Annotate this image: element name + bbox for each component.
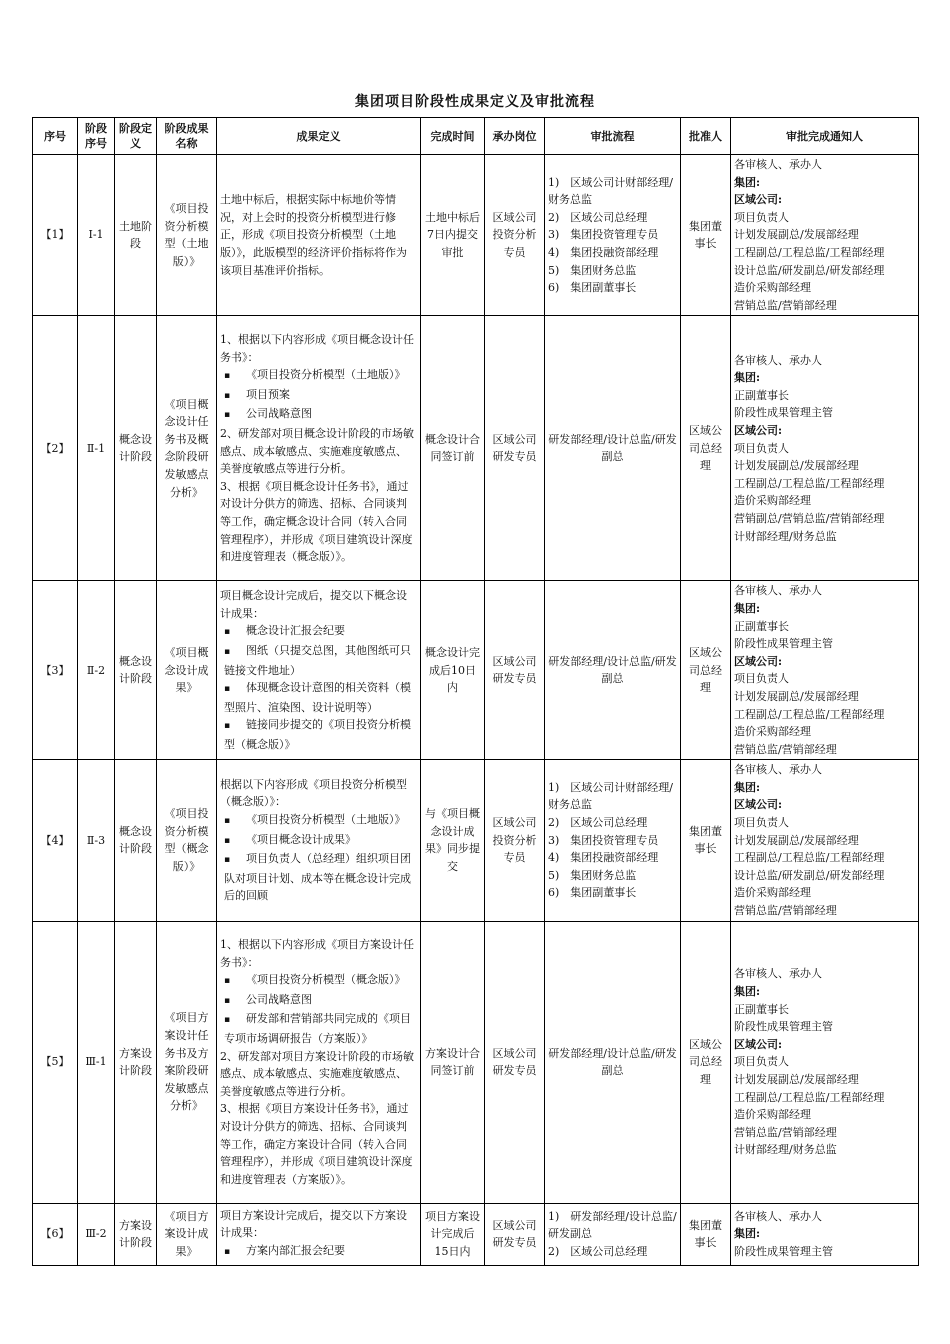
stage-number: Ⅱ-1 — [78, 316, 115, 581]
text-line: 项目负责人 — [734, 210, 789, 224]
approval-flow — [545, 316, 681, 581]
page-title: 集团项目阶段性成果定义及审批流程 — [355, 94, 595, 110]
group-heading: 集团: — [734, 984, 761, 998]
responsible-post: 区域公司研发专员 — [485, 581, 545, 760]
group-heading: 集团: — [734, 371, 761, 385]
responsible-post: 区域公司投资分析专员 — [485, 760, 545, 921]
text-line: 造价采购部经理 — [734, 886, 811, 900]
text-line: 营销副总/营销总监/营销部经理 — [734, 511, 885, 525]
approval-step: 研发部经理/设计总监/研发副总 — [548, 654, 677, 686]
approval-step: 6) 集团副董事长 — [548, 886, 637, 900]
deliverable-definition — [217, 581, 421, 760]
approval-flow — [545, 921, 681, 1203]
completion-time: 项目方案设计完成后15日内 — [421, 1203, 485, 1265]
text-line: 各审核人、承办人 — [734, 967, 822, 981]
text-line: 项目方案设计完成后，提交以下方案设计成果： — [220, 1208, 407, 1240]
deliverable-name: 《项目投资分析模型（概念版）》 — [157, 760, 217, 921]
text-line: 工程副总/工程总监/工程部经理 — [734, 476, 885, 490]
row-number: 【5】 — [33, 921, 78, 1203]
notify-list — [731, 921, 919, 1203]
text-line: 项目负责人 — [734, 672, 789, 686]
text-line: 造价采购部经理 — [734, 281, 811, 295]
approval-step: 2) 区域公司总经理 — [548, 1244, 648, 1258]
group-heading: 集团: — [734, 780, 761, 794]
notify-list — [731, 316, 919, 581]
text-line: 2、研发部对项目方案设计阶段的市场敏感点、成本敏感点、实施难度敏感点、美誉度敏感点等进行分析。 — [220, 1049, 414, 1098]
text-line: 工程副总/工程总监/工程部经理 — [734, 851, 885, 865]
approval-step: 1) 区域公司计财部经理/财务总监 — [548, 175, 673, 207]
completion-time: 方案设计合同签订前 — [421, 921, 485, 1203]
row-number: 【3】 — [33, 581, 78, 760]
stage-definition: 概念设计阶段 — [115, 581, 157, 760]
deliverable-definition — [217, 760, 421, 921]
approver: 区域公司总经理 — [681, 316, 731, 581]
stage-definition: 概念设计阶段 — [115, 760, 157, 921]
bullet-item: ▪ 项目负责人（总经理）组织项目团队对项目计划、成本等在概念设计完成后的回顾 — [220, 850, 417, 905]
completion-time: 土地中标后7日内提交审批 — [421, 155, 485, 316]
text-line: 3、根据《项目方案设计任务书》，通过对设计分供方的筛选、招标、合同谈判等工作，确定方案设计合同（转入合同管理程序），并形成《项目建筑设计深度和进度管理表（方案版）》。 — [220, 1102, 413, 1186]
approval-step: 5) 集团财务总监 — [548, 868, 637, 882]
text-line: 营销总监/营销部经理 — [734, 742, 837, 756]
table-row — [33, 155, 919, 316]
approver: 集团董事长 — [681, 1203, 731, 1265]
text-line: 1、根据以下内容形成《项目方案设计任务书》： — [220, 937, 414, 969]
approval-step: 研发部经理/设计总监/研发副总 — [548, 432, 677, 464]
text-line: 计财部经理/财务总监 — [734, 529, 837, 543]
approval-step: 5) 集团财务总监 — [548, 263, 637, 277]
stage-number: Ⅱ-2 — [78, 581, 115, 760]
approver: 集团董事长 — [681, 155, 731, 316]
text-line: 阶段性成果管理主管 — [734, 1020, 833, 1034]
bullet-item: ▪ 《项目概念设计成果》 — [220, 831, 417, 851]
responsible-post: 区域公司研发专员 — [485, 316, 545, 581]
approval-step: 6) 集团副董事长 — [548, 281, 637, 295]
header-cell: 阶段序号 — [78, 118, 115, 155]
bullet-item: ▪ 方案内部汇报会纪要 — [220, 1242, 417, 1262]
approval-step: 3) 集团投资管理专员 — [548, 228, 659, 242]
text-line: 设计总监/研发副总/研发部经理 — [734, 868, 885, 882]
table-row — [33, 760, 919, 921]
header-cell: 成果定义 — [217, 118, 421, 155]
group-heading: 区域公司: — [734, 1037, 783, 1051]
deliverable-name: 《项目方案设计任务书及方案阶段研发敏感点分析》 — [157, 921, 217, 1203]
responsible-post: 区域公司研发专员 — [485, 921, 545, 1203]
approval-flow — [545, 760, 681, 921]
text-line: 营销总监/营销部经理 — [734, 1125, 837, 1139]
bullet-item: ▪ 公司战略意图 — [220, 991, 417, 1011]
approval-table — [32, 117, 919, 1266]
text-line: 计划发展副总/发展部经理 — [734, 459, 859, 473]
group-heading: 集团: — [734, 175, 761, 189]
header-cell: 阶段定义 — [115, 118, 157, 155]
text-line: 3、根据《项目概念设计任务书》，通过对设计分供方的筛选、招标、合同谈判等工作，确定概念设计合同（转入合同管理程序），并形成《项目建筑设计深度和进度管理表（概念版）》。 — [220, 479, 413, 564]
table-row — [33, 316, 919, 581]
text-line: 2、研发部对项目概念设计阶段的市场敏感点、成本敏感点、实施难度敏感点、美誉度敏感点等进行分析。 — [220, 426, 414, 476]
bullet-item: ▪ 图纸（只提交总图，其他图纸可只链接文件地址） — [220, 642, 417, 679]
text-line: 计划发展副总/发展部经理 — [734, 228, 859, 242]
text-line: 各审核人、承办人 — [734, 763, 822, 777]
text-line: 阶段性成果管理主管 — [734, 406, 833, 420]
bullet-item: ▪ 研发部和营销部共同完成的《项目专项市场调研报告（方案版）》 — [220, 1010, 417, 1047]
header-cell: 审批完成通知人 — [731, 118, 919, 155]
bullet-item: ▪ 项目预案 — [220, 386, 417, 406]
text-line: 各审核人、承办人 — [734, 353, 822, 367]
stage-number: Ⅰ-1 — [78, 155, 115, 316]
stage-definition: 土地阶段 — [115, 155, 157, 316]
text-line: 项目负责人 — [734, 816, 789, 830]
table-header-row — [33, 118, 919, 155]
row-number: 【4】 — [33, 760, 78, 921]
group-heading: 区域公司: — [734, 423, 783, 437]
text-line: 根据以下内容形成《项目投资分析模型（概念版）》： — [220, 777, 407, 809]
completion-time: 概念设计完成后10日内 — [421, 581, 485, 760]
text-line: 造价采购部经理 — [734, 725, 811, 739]
text-line: 计财部经理/财务总监 — [734, 1143, 837, 1157]
header-cell: 承办岗位 — [485, 118, 545, 155]
row-number: 【6】 — [33, 1203, 78, 1265]
approval-step: 4) 集团投融资部经理 — [548, 851, 659, 865]
group-heading: 集团: — [734, 1227, 761, 1241]
text-line: 正副董事长 — [734, 388, 789, 402]
header-cell: 阶段成果名称 — [157, 118, 217, 155]
text-line: 项目概念设计完成后，提交以下概念设计成果： — [220, 589, 407, 620]
responsible-post: 区域公司研发专员 — [485, 1203, 545, 1265]
approval-flow — [545, 1203, 681, 1265]
text-line: 计划发展副总/发展部经理 — [734, 833, 859, 847]
text-line: 造价采购部经理 — [734, 494, 811, 508]
text-line: 营销总监/营销部经理 — [734, 904, 837, 918]
header-cell: 序号 — [33, 118, 78, 155]
approval-step: 研发部经理/设计总监/研发副总 — [548, 1046, 677, 1078]
notify-list — [731, 760, 919, 921]
deliverable-name: 《项目概念设计任务书及概念阶段研发敏感点分析》 — [157, 316, 217, 581]
row-number: 【2】 — [33, 316, 78, 581]
text-line: 项目负责人 — [734, 1055, 789, 1069]
text-line: 正副董事长 — [734, 619, 789, 633]
group-heading: 区域公司: — [734, 193, 783, 207]
group-heading: 区域公司: — [734, 654, 783, 668]
approval-step: 2) 区域公司总经理 — [548, 816, 648, 830]
table-row — [33, 581, 919, 760]
text-line: 项目负责人 — [734, 441, 789, 455]
approval-step: 1) 研发部经理/设计总监/研发副总 — [548, 1209, 677, 1241]
stage-definition: 方案设计阶段 — [115, 1203, 157, 1265]
stage-number: Ⅲ-2 — [78, 1203, 115, 1265]
approver: 区域公司总经理 — [681, 581, 731, 760]
deliverable-name: 《项目投资分析模型（土地版）》 — [157, 155, 217, 316]
text-line: 各审核人、承办人 — [734, 1209, 822, 1223]
deliverable-name: 《项目方案设计成果》 — [157, 1203, 217, 1265]
deliverable-name: 《项目概念设计成果》 — [157, 581, 217, 760]
bullet-item: ▪ 《项目投资分析模型（概念版）》 — [220, 971, 417, 991]
deliverable-definition — [217, 155, 421, 316]
text-line: 正副董事长 — [734, 1002, 789, 1016]
text-line: 工程副总/工程总监/工程部经理 — [734, 1090, 885, 1104]
approval-step: 2) 区域公司总经理 — [548, 210, 648, 224]
approval-step: 3) 集团投资管理专员 — [548, 833, 659, 847]
text-line: 工程副总/工程总监/工程部经理 — [734, 707, 885, 721]
approver: 区域公司总经理 — [681, 921, 731, 1203]
completion-time: 概念设计合同签订前 — [421, 316, 485, 581]
notify-list — [731, 155, 919, 316]
bullet-item: ▪ 《项目投资分析模型（土地版）》 — [220, 811, 417, 831]
bullet-item: ▪ 《项目投资分析模型（土地版）》 — [220, 366, 417, 386]
text-line: 计划发展副总/发展部经理 — [734, 689, 859, 703]
text-line: 土地中标后，根据实际中标地价等情况，对上会时的投资分析模型进行修正，形成《项目投资分析模型（土地版）》，此版模型的经济评价指标将作为该项目基准评价指标。 — [220, 193, 407, 277]
text-line: 1、根据以下内容形成《项目概念设计任务书》： — [220, 332, 414, 364]
stage-number: Ⅱ-3 — [78, 760, 115, 921]
bullet-item: ▪ 概念设计汇报会纪要 — [220, 622, 417, 642]
bullet-item: ▪ 链接同步提交的《项目投资分析模型（概念版）》 — [220, 716, 417, 753]
text-line: 阶段性成果管理主管 — [734, 1244, 833, 1258]
text-line: 各审核人、承办人 — [734, 584, 822, 598]
header-cell: 完成时间 — [421, 118, 485, 155]
text-line: 设计总监/研发副总/研发部经理 — [734, 263, 885, 277]
approval-step: 1) 区域公司计财部经理/财务总监 — [548, 780, 673, 812]
header-cell: 审批流程 — [545, 118, 681, 155]
approval-flow — [545, 581, 681, 760]
header-cell: 批准人 — [681, 118, 731, 155]
stage-definition: 方案设计阶段 — [115, 921, 157, 1203]
bullet-item: ▪ 公司战略意图 — [220, 405, 417, 425]
text-line: 阶段性成果管理主管 — [734, 637, 833, 651]
group-heading: 集团: — [734, 601, 761, 615]
notify-list — [731, 581, 919, 760]
responsible-post: 区域公司投资分析专员 — [485, 155, 545, 316]
approver: 集团董事长 — [681, 760, 731, 921]
row-number: 【1】 — [33, 155, 78, 316]
approval-step: 4) 集团投融资部经理 — [548, 245, 659, 259]
deliverable-definition — [217, 1203, 421, 1265]
notify-list — [731, 1203, 919, 1265]
stage-number: Ⅲ-1 — [78, 921, 115, 1203]
completion-time: 与《项目概念设计成果》同步提交 — [421, 760, 485, 921]
table-row — [33, 921, 919, 1203]
table-row — [33, 1203, 919, 1265]
text-line: 营销总监/营销部经理 — [734, 298, 837, 312]
stage-definition: 概念设计阶段 — [115, 316, 157, 581]
text-line: 造价采购部经理 — [734, 1108, 811, 1122]
approval-flow — [545, 155, 681, 316]
group-heading: 区域公司: — [734, 798, 783, 812]
text-line: 工程副总/工程总监/工程部经理 — [734, 245, 885, 259]
deliverable-definition — [217, 316, 421, 581]
deliverable-definition — [217, 921, 421, 1203]
text-line: 计划发展副总/发展部经理 — [734, 1072, 859, 1086]
bullet-item: ▪ 体现概念设计意图的相关资料（模型照片、渲染图、设计说明等） — [220, 679, 417, 716]
text-line: 各审核人、承办人 — [734, 158, 822, 171]
